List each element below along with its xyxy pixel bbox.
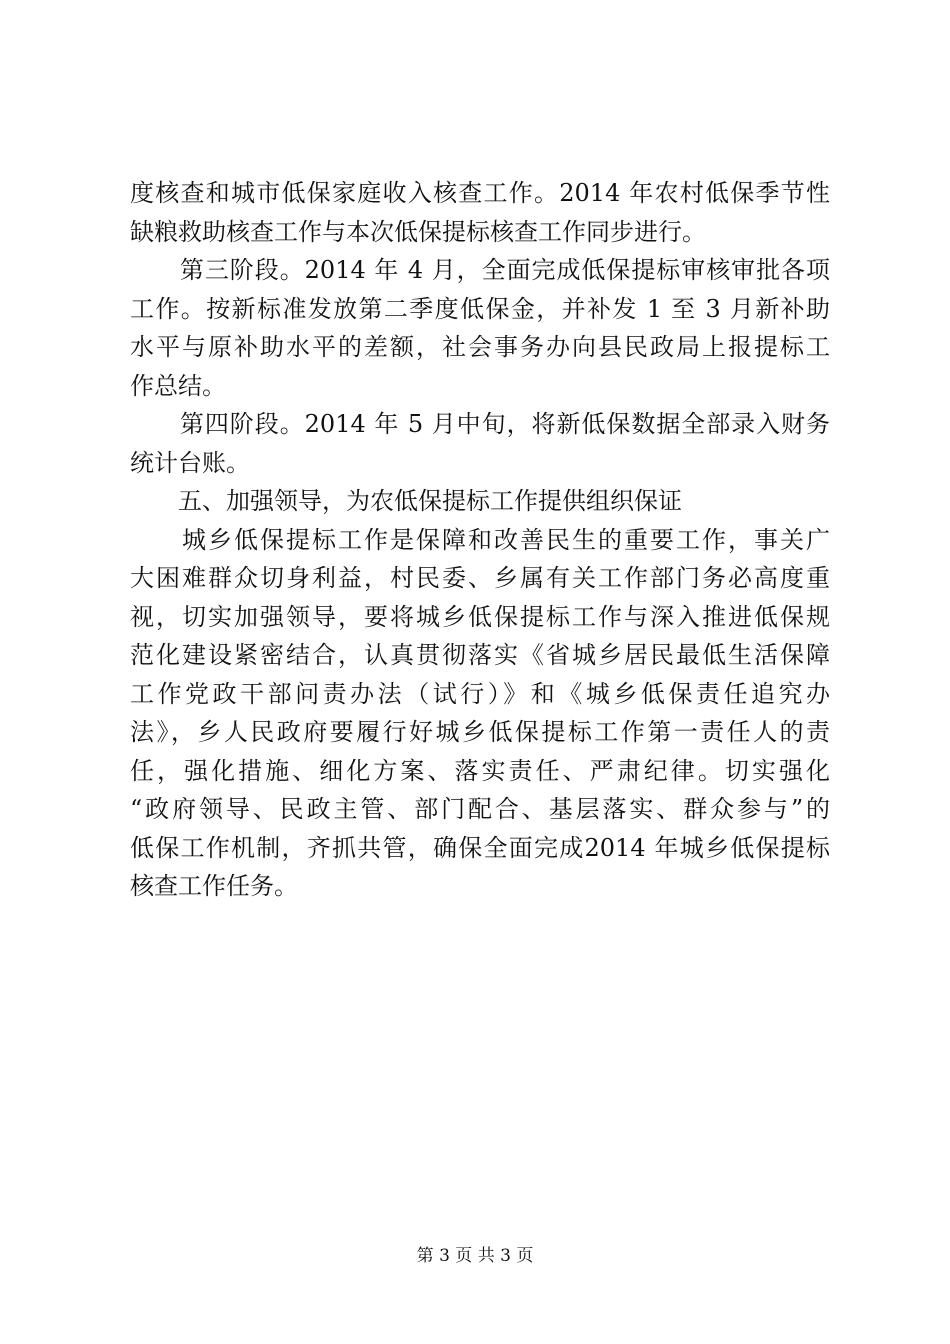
text-line: 城乡低保提标工作是保障和改善民生的重要工作，事关广 (130, 525, 830, 554)
text-line: 第三阶段。2014 年 4 月，全面完成低保提标审核审批各项 (130, 256, 830, 284)
text-line: “政府领导、民政主管、部门配合、基层落实、群众参与”的 (130, 795, 830, 823)
text-line: 第四阶段。2014 年 5 月中旬，将新低保数据全部录入财务 (130, 410, 830, 438)
text-line: 工作。按新标准发放第二季度低保金，并补发 1 至 3 月新补助 (130, 294, 830, 323)
text-line: 任，强化措施、细化方案、落实责任、严肃纪律。切实强化 (130, 756, 830, 785)
text-line: 大困难群众切身利益，村民委、乡属有关工作部门务必高度重 (130, 564, 830, 592)
section-heading: 五、加强领导，为农低保提标工作提供组织保证 (130, 487, 682, 515)
text-line: 统计台账。 (130, 448, 250, 477)
document-body (130, 174, 830, 906)
text-line: 法》，乡人民政府要履行好城乡低保提标工作第一责任人的责 (130, 718, 830, 746)
text-line: 度核查和城市低保家庭收入核查工作。2014 年农村低保季节性 (130, 179, 830, 207)
text-line: 工作党政干部问责办法（试行）》和《城乡低保责任追究办 (130, 679, 830, 708)
page-number-footer: 第 3 页 共 3 页 (416, 1246, 534, 1266)
text-line: 核查工作任务。 (130, 872, 298, 900)
text-line: 作总结。 (130, 371, 226, 400)
text-line: 视，切实加强领导，要将城乡低保提标工作与深入推进低保规 (130, 602, 830, 631)
text-line: 低保工作机制，齐抓共管，确保全面完成2014 年城乡低保提标 (130, 833, 830, 862)
text-line: 缺粮救助核查工作与本次低保提标核查工作同步进行。 (130, 217, 706, 246)
text-line: 范化建设紧密结合，认真贯彻落实《省城乡居民最低生活保障 (130, 641, 830, 669)
text-line: 水平与原补助水平的差额，社会事务办向县民政局上报提标工 (130, 333, 830, 361)
